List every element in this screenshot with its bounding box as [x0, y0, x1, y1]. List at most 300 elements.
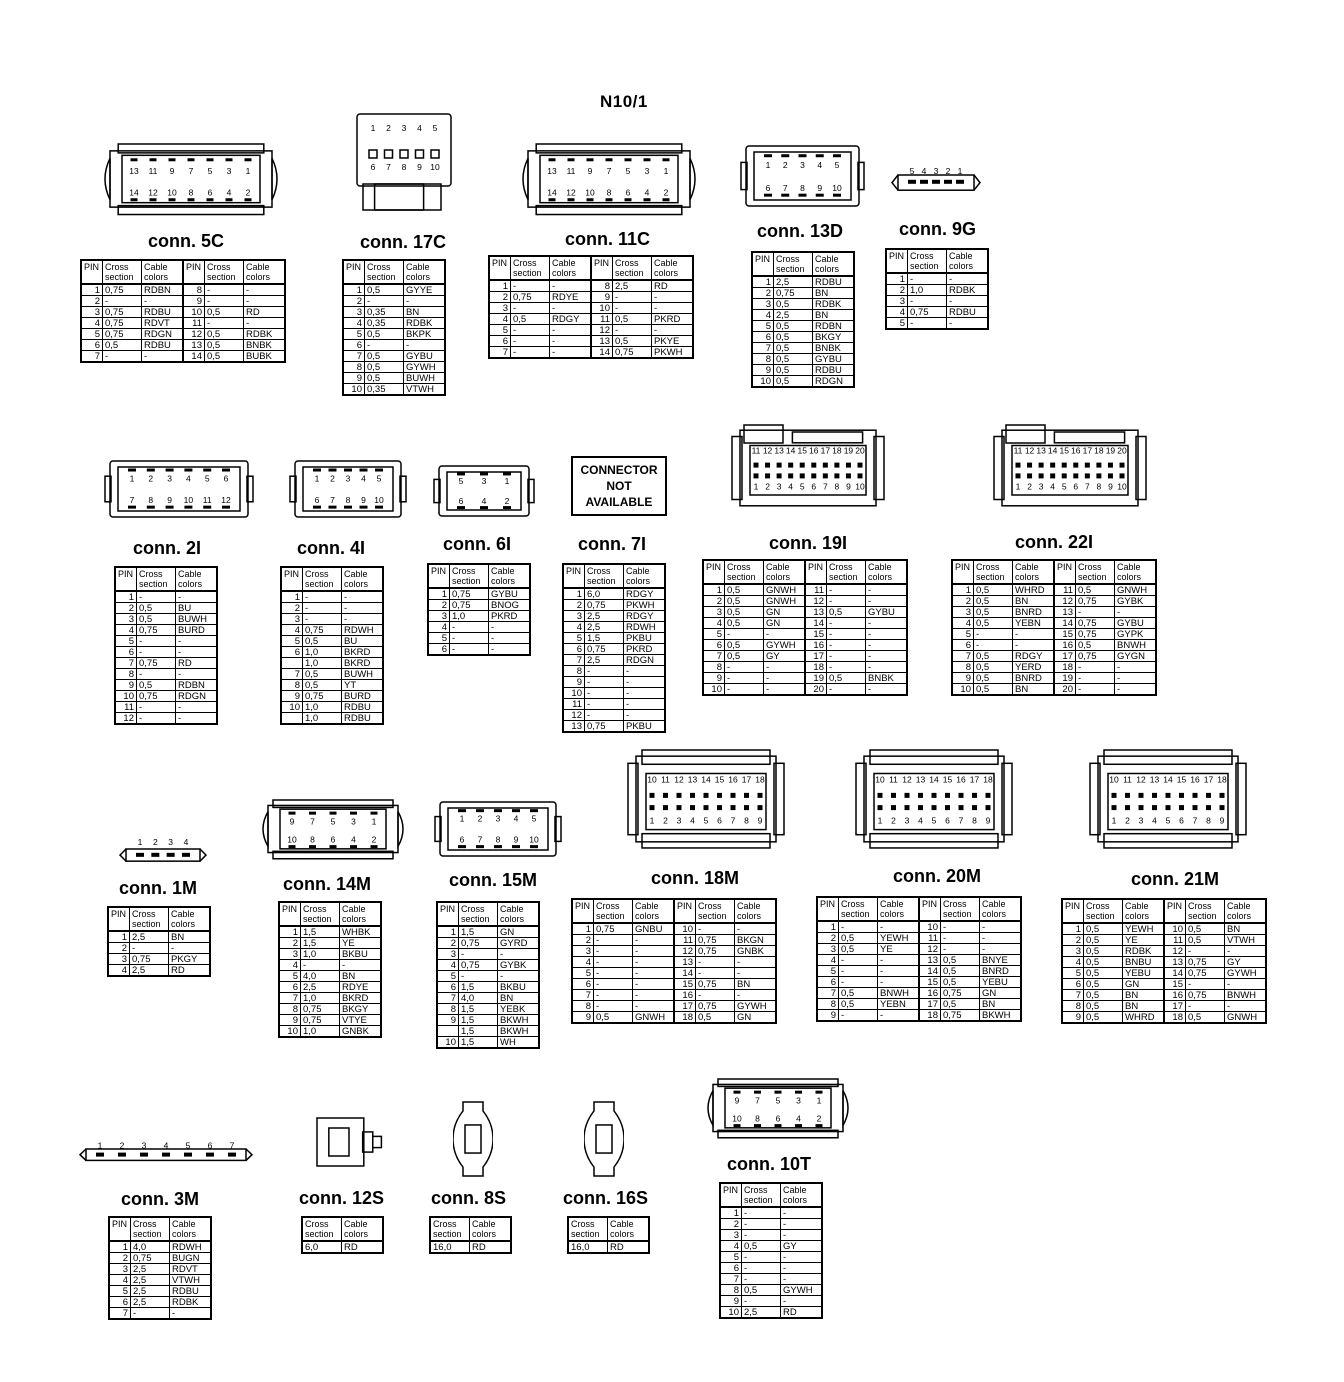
pin-number: 7	[437, 993, 459, 1004]
cross-section: -	[1076, 673, 1115, 684]
header-pin: PIN	[108, 907, 130, 931]
table-row	[281, 614, 383, 625]
cable-color: WH	[498, 1037, 540, 1049]
header-pin: PIN	[952, 560, 974, 584]
pin-number: 9	[734, 1095, 740, 1106]
connector-label-8S: conn. 8S	[431, 1188, 507, 1208]
pin-cavity	[166, 506, 174, 509]
cable-color: PKRD	[489, 611, 531, 622]
cross-section: 4,0	[459, 993, 498, 1004]
pin-cavity	[184, 506, 192, 509]
pin-number: 2	[371, 834, 377, 845]
cable-color: BN	[169, 931, 211, 943]
pin-number: 11	[1164, 935, 1186, 946]
table-row	[279, 1004, 381, 1015]
pin-number: 1	[572, 923, 594, 935]
cable-color: RDBK	[1123, 946, 1165, 957]
cross-section: 2,5	[301, 982, 340, 993]
pin-table-11C	[488, 255, 694, 359]
cross-section: 0,5	[205, 340, 244, 351]
cable-color: GYWH	[764, 640, 806, 651]
pin-number: 9	[952, 673, 974, 684]
pin-number: 3	[572, 946, 594, 957]
pin-number: 10	[591, 303, 613, 314]
cable-color: -	[1013, 629, 1055, 640]
cable-color: WHBK	[340, 926, 382, 938]
table-row	[109, 1286, 211, 1297]
pin-number: 4	[1152, 815, 1157, 826]
cross-section: -	[459, 949, 498, 960]
table-row	[703, 607, 907, 618]
pin-number: 4	[163, 1140, 169, 1151]
pin-cavity	[816, 154, 824, 157]
pin-number: 2	[108, 943, 130, 954]
connector-drawing-1M	[118, 833, 208, 865]
pin-cavity	[587, 198, 594, 201]
table-row	[563, 600, 665, 611]
pin-cavity	[754, 473, 759, 478]
pin-number: 10	[760, 375, 771, 387]
pin-number: 7	[477, 834, 483, 845]
header-pin: PIN	[281, 567, 303, 591]
table-row	[752, 299, 854, 310]
pin-number: 6	[817, 977, 839, 988]
pin-number: 4	[690, 815, 695, 826]
pin-number: 2	[782, 159, 788, 170]
pin-number: 12	[1054, 596, 1076, 607]
pin-number: 18	[805, 662, 827, 673]
pin-cavity	[986, 805, 991, 810]
cross-section: 0,75	[450, 588, 489, 600]
pin-number: 12	[123, 712, 134, 724]
table-row	[952, 673, 1156, 684]
table-row	[81, 318, 285, 329]
pin-cavity	[788, 473, 793, 478]
cable-color: PKYE	[652, 336, 694, 347]
table-row	[343, 362, 445, 373]
cable-color: -	[633, 957, 675, 968]
pin-number: 4	[513, 813, 519, 824]
pin-number: 4	[952, 618, 974, 629]
connector-drawing-10T	[703, 1077, 853, 1139]
pin-number	[281, 658, 303, 669]
pin-cavity	[549, 198, 556, 201]
cable-color: -	[633, 946, 675, 957]
cable-color: BNBK	[813, 343, 855, 354]
pin-cavity	[816, 1091, 823, 1094]
cable-color: GYWH	[404, 362, 446, 373]
pin-number: 1	[877, 815, 883, 826]
cross-section: -	[839, 977, 878, 988]
cross-section: 0,5	[941, 955, 980, 966]
pin-cavity	[677, 793, 682, 798]
pin-number: 10	[647, 774, 657, 785]
cross-section: -	[742, 1252, 781, 1263]
cable-color: -	[170, 1308, 212, 1320]
cross-section: -	[205, 284, 244, 296]
pin-cavity	[494, 845, 502, 848]
cable-color: -	[866, 640, 908, 651]
table-row	[279, 1026, 381, 1038]
pin-table-10T	[719, 1182, 823, 1319]
cross-section: 0,5	[774, 376, 813, 388]
pin-cavity	[905, 805, 910, 810]
table-row	[752, 343, 854, 354]
pin-cavity	[644, 198, 651, 201]
pin-number: 10	[115, 691, 137, 702]
table-row	[343, 351, 445, 362]
cross-section: -	[205, 318, 244, 329]
pin-number: 20	[1054, 684, 1076, 696]
header-cross: Cross section	[594, 899, 633, 923]
pin-number: 4	[281, 625, 303, 636]
table-row	[281, 591, 383, 603]
pin-cavity	[959, 793, 964, 798]
cable-color: BN	[1225, 923, 1267, 935]
cable-color: WHRD	[1013, 584, 1055, 596]
pin-cavity	[891, 805, 896, 810]
pin-number: 9	[281, 691, 303, 702]
pin-number: 4	[1062, 957, 1084, 968]
cable-color: -	[624, 710, 666, 721]
cable-color: RDBN	[813, 321, 855, 332]
pin-cavity	[777, 463, 782, 468]
cable-color: -	[340, 960, 382, 971]
cable-color: VTWH	[404, 384, 446, 396]
cable-color: YEBN	[878, 999, 920, 1010]
pin-cavity	[503, 506, 511, 509]
pin-cavity	[811, 463, 816, 468]
pin-number: 1	[370, 123, 376, 133]
connector-label-2I: conn. 2I	[133, 538, 202, 558]
table-row	[115, 691, 217, 702]
table-row	[343, 296, 445, 307]
pin-number: 1	[649, 815, 655, 826]
pin-cavity	[375, 469, 383, 472]
cross-section: 0,5	[974, 673, 1013, 684]
cross-section: -	[827, 596, 866, 607]
pin-number: 11	[1054, 584, 1076, 596]
cable-color: RDBK	[244, 329, 286, 340]
table-row	[115, 680, 217, 691]
cable-color: GYBU	[866, 607, 908, 618]
cable-color: BN	[813, 288, 855, 299]
pin-cavity	[360, 506, 368, 509]
table-row	[572, 1012, 776, 1024]
pin-number: 14	[919, 966, 941, 977]
pin-number: 9	[752, 365, 774, 376]
pin-number: 17	[919, 999, 941, 1010]
pin-number: 5	[1061, 481, 1067, 492]
cable-color: GYGN	[1115, 651, 1157, 662]
pin-number: 12	[902, 774, 912, 785]
pin-cavity	[162, 1153, 170, 1157]
cable-color: RDBK	[404, 318, 446, 329]
table-row	[279, 1015, 381, 1026]
cross-section: 1,5	[459, 926, 498, 938]
cross-section: -	[1186, 979, 1225, 990]
table-row	[279, 971, 381, 982]
cable-color: -	[624, 688, 666, 699]
pin-number: 3	[904, 815, 910, 826]
pin-number: 4	[918, 815, 923, 826]
cable-color: RDBN	[176, 680, 218, 691]
pin-number: 8	[279, 1004, 301, 1015]
table-row	[428, 611, 530, 622]
cross-section: 0,5	[1084, 946, 1123, 957]
pin-number: 10	[585, 187, 595, 198]
pin-cavity	[777, 473, 782, 478]
cross-section: 0,5	[137, 614, 176, 625]
pin-number: 5	[909, 166, 915, 177]
connector-drawing-17C	[355, 112, 453, 212]
pin-number: 5	[204, 473, 210, 484]
pin-cavity	[503, 472, 511, 475]
pin-cavity	[932, 793, 937, 798]
pin-number: 9	[437, 1015, 459, 1026]
pin-table-1M	[107, 906, 211, 977]
pin-number: 14	[929, 774, 939, 785]
pin-number: 4	[481, 495, 487, 506]
cable-color: GN	[764, 618, 806, 629]
cross-section: 1,0	[301, 1026, 340, 1038]
pin-cavity	[731, 805, 736, 810]
cable-color: -	[633, 968, 675, 979]
pin-number: 2	[279, 938, 301, 949]
cross-section: -	[1076, 662, 1115, 673]
table-row	[568, 1241, 649, 1253]
cross-section: 1,5	[459, 982, 498, 993]
pin-number: 15	[1059, 445, 1069, 456]
pin-number: 12	[805, 596, 827, 607]
cable-color: GNWH	[633, 1012, 675, 1024]
connector-drawing-11C	[518, 142, 700, 216]
pin-number: 14	[701, 774, 711, 785]
pin-number: 7	[122, 1307, 128, 1319]
cable-color: -	[764, 629, 806, 640]
pin-cavity	[1039, 473, 1044, 478]
pin-cavity	[206, 1153, 214, 1157]
pin-number: 3	[720, 1230, 742, 1241]
pin-number: 2	[245, 187, 251, 198]
header-pin: PIN	[572, 899, 594, 923]
pin-number: 6	[370, 162, 376, 172]
table-row	[279, 960, 381, 971]
header-cross: Cross section	[974, 560, 1013, 584]
pin-number: 10	[728, 1306, 739, 1318]
pin-number: 2	[489, 292, 511, 303]
cable-color: PKBU	[624, 633, 666, 644]
cross-section: 0,5	[974, 596, 1013, 607]
pin-number: 14	[1164, 968, 1186, 979]
pin-number: 5	[931, 815, 937, 826]
cross-section: 0,75	[137, 658, 176, 669]
cross-section: -	[613, 292, 652, 303]
pin-number: 1	[886, 273, 908, 285]
pin-number: 2	[1027, 481, 1032, 492]
pin-number: 13	[687, 774, 698, 785]
pin-cavity	[1193, 793, 1198, 798]
cross-section: 0,5	[303, 636, 342, 647]
connector-drawing-13D	[740, 142, 865, 210]
connector-drawing-21M	[1088, 748, 1248, 850]
cross-section: 2,5	[585, 655, 624, 666]
connector-label-7I: conn. 7I	[578, 534, 647, 554]
table-row	[281, 713, 383, 725]
pin-number: 18	[1054, 662, 1076, 673]
pin-number: 3	[108, 954, 130, 965]
pin-number: 4	[183, 837, 189, 848]
pin-cavity	[207, 158, 214, 161]
pin-number: 7	[563, 655, 585, 666]
pin-number: 13	[774, 445, 784, 456]
cross-section: -	[365, 296, 404, 307]
cable-color: RDBU	[813, 365, 855, 376]
pin-number: 4	[437, 960, 459, 971]
pin-number: 3	[81, 307, 103, 318]
pin-number: 5	[281, 636, 303, 647]
cable-color: BUWH	[404, 373, 446, 384]
cross-section: -	[742, 1296, 781, 1307]
cross-section: 0,5	[1186, 1012, 1225, 1024]
cable-color: BNWH	[878, 988, 920, 999]
pin-cavity	[734, 1091, 741, 1094]
cross-section: -	[827, 618, 866, 629]
table-row	[752, 376, 854, 388]
pin-number: 4	[817, 955, 839, 966]
cross-section: 0,75	[908, 307, 947, 318]
pin-number: 9	[167, 495, 172, 506]
cable-color: GYBU	[813, 354, 855, 365]
cross-section: 0,75	[696, 935, 735, 946]
table-row	[752, 288, 854, 299]
pin-number: 12	[674, 946, 696, 957]
table-row	[817, 933, 1021, 944]
cross-section: 2,5	[585, 611, 624, 622]
header-pin: PIN	[720, 1183, 742, 1207]
pin-number: 1	[137, 837, 143, 848]
cross-section: 0,5	[725, 584, 764, 596]
table-row	[1062, 946, 1266, 957]
pin-number: 3	[817, 944, 839, 955]
table-row	[115, 702, 217, 713]
pin-cavity	[476, 809, 484, 812]
cable-color: GYYE	[404, 284, 446, 296]
pin-number: 4	[788, 481, 794, 492]
header-pin: PIN	[81, 260, 103, 284]
cable-color: GN	[735, 1012, 777, 1024]
pin-cavity	[765, 473, 770, 478]
pin-cavity	[1027, 473, 1032, 478]
cross-section: -	[696, 968, 735, 979]
cable-color: YEBN	[1013, 618, 1055, 629]
cross-section: -	[585, 666, 624, 677]
pin-cavity	[663, 805, 668, 810]
cable-color: -	[1013, 640, 1055, 651]
pin-number: 15	[1054, 629, 1076, 640]
cross-section: 6,0	[305, 1241, 319, 1253]
pin-number: 3	[563, 611, 585, 622]
pin-number: 10	[919, 921, 941, 933]
connector-label-20M: conn. 20M	[893, 866, 982, 886]
pin-cavity	[228, 1153, 236, 1157]
cross-section: -	[511, 336, 550, 347]
pin-number: 10	[563, 688, 585, 699]
pin-number: 6	[489, 336, 511, 347]
pin-number: 2	[152, 837, 158, 848]
pin-table-6I	[427, 563, 531, 656]
pin-number: 10	[287, 1025, 298, 1037]
pin-cavity	[799, 194, 807, 197]
cable-color: -	[342, 591, 384, 603]
pin-number: 17	[741, 774, 752, 785]
pin-cavity	[846, 463, 851, 468]
cross-section: -	[303, 591, 342, 603]
pin-number: 6	[703, 640, 725, 651]
pin-number: 5	[817, 966, 839, 977]
cable-color: GYRD	[498, 938, 540, 949]
pin-number: 12	[591, 325, 613, 336]
header-cable: Cable colors	[550, 256, 592, 280]
table-row	[489, 280, 693, 292]
pin-number: 10	[287, 834, 297, 845]
pin-number: 14	[547, 187, 557, 198]
cross-section: -	[365, 340, 404, 351]
pin-number: 2	[109, 1253, 131, 1264]
pin-number: 13	[805, 607, 827, 618]
pin-cavity	[457, 506, 465, 509]
table-row	[563, 622, 665, 633]
cable-color: RDBU	[142, 340, 184, 351]
connector-drawing-3M	[78, 1134, 254, 1164]
pin-number: 11	[202, 495, 212, 506]
cable-color: -	[550, 325, 592, 336]
table-row	[1062, 990, 1266, 1001]
table-row	[572, 979, 776, 990]
cable-color: BU	[176, 603, 218, 614]
table-row	[817, 944, 1021, 955]
cross-section: 0,5	[974, 651, 1013, 662]
pin-number: 18	[1217, 774, 1227, 785]
pin-cavity	[480, 506, 488, 509]
cable-color: -	[947, 273, 989, 285]
cross-section: -	[827, 662, 866, 673]
table-row	[81, 307, 285, 318]
pin-number: 7	[958, 815, 964, 826]
pin-cavity	[309, 845, 316, 848]
pin-number: 7	[720, 1274, 742, 1285]
pin-number: 5	[109, 1286, 131, 1297]
pin-cavity	[1120, 473, 1125, 478]
cable-color: -	[980, 933, 1022, 944]
cable-color: RDVT	[170, 1264, 212, 1275]
pin-number: 6	[207, 187, 213, 198]
pin-cavity	[644, 158, 651, 161]
cross-section: -	[974, 629, 1013, 640]
cross-section: 0,5	[1084, 923, 1123, 935]
header-cross: Cross section	[365, 260, 404, 284]
header-cross: Cross section	[130, 907, 169, 931]
cross-section: -	[594, 979, 633, 990]
cable-color: PKGY	[169, 954, 211, 965]
cable-color: BNWH	[1115, 640, 1157, 651]
pin-cavity	[169, 158, 176, 161]
header-cross: Cross section	[103, 260, 142, 284]
cable-color: -	[489, 622, 531, 633]
cross-section: 0,75	[941, 1010, 980, 1022]
header-cross: Cross section	[725, 560, 764, 584]
cable-color: GNWH	[764, 596, 806, 607]
